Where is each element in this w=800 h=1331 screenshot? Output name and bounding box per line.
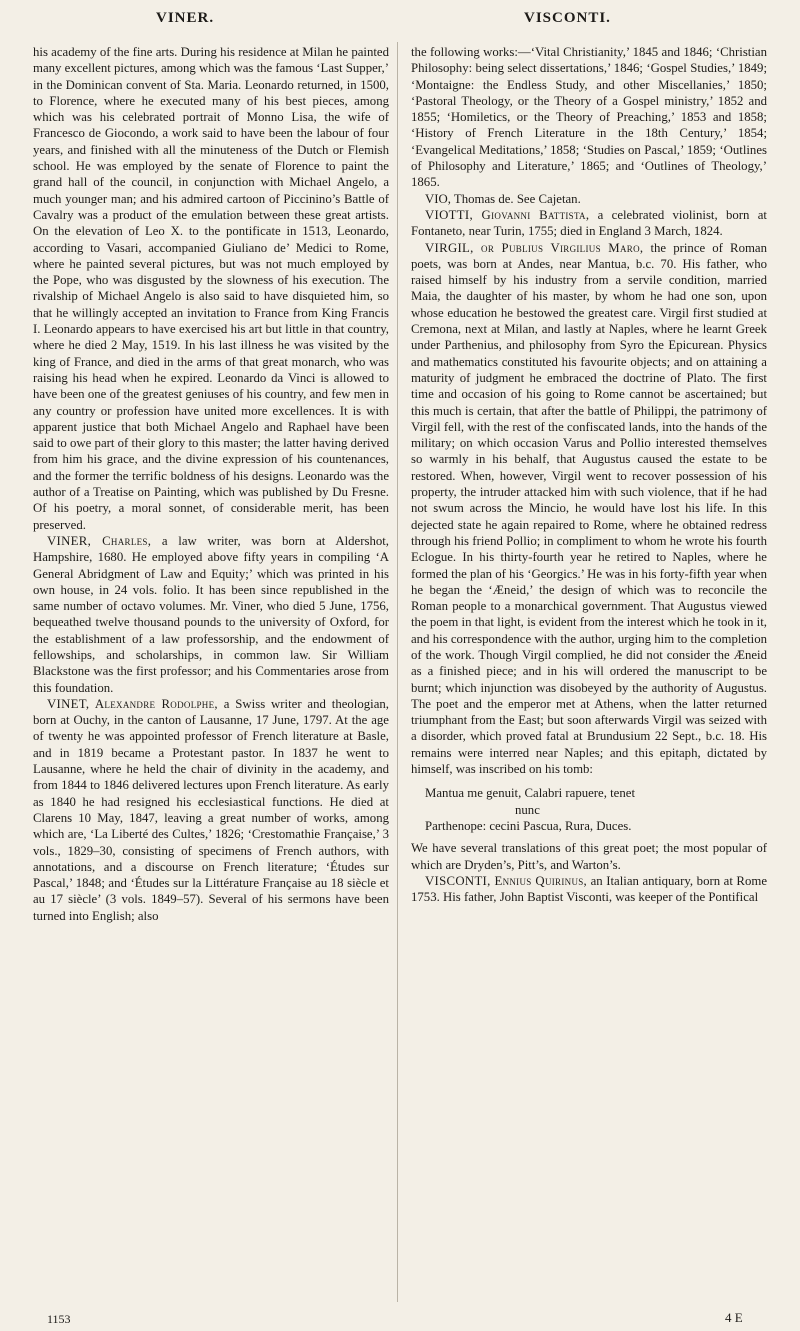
entry-heading: VIRGIL, or Publius Virgilius Maro, xyxy=(425,240,644,255)
right-column xyxy=(411,44,767,905)
leonardo-continuation: his academy of the fine arts. During his residence at Milan he painted many excellent pictures, among which was the famous ‘Last Supper,’ in the Dominican convent of Sta. Maria. Leonardo returned, in 1500, to Florence, where he executed many of his best pieces, among which was his celebrated portrait of Monno Lisa, the wife of Francesco de Giocondo, a work said to have been the labour of four years, and finished with all the minuteness of the Dutch or Flemish school. He was employed by the senate of Florence to paint the grand hall of the council, in conjunction with Michael Angelo, a much younger man; and his admired cartoon of Piccinino’s Battle of Cavalry was a product of the emulation between these great artists. On the elevation of Leo X. to the pontificate in 1513, Leonardo, according to Vasari, accompanied Giuliano de’ Medici to Rome, where he painted several pictures, but was not much employed by the Pope, who was disgusted by the slowness of his execution. The rivalship of Michael Angelo is also said to have disquieted him, so that he willingly accepted an invitation to France from King Francis I. Leonardo appears to have exercised his art but little in that country, where he died 2 May, 1519. In his last illness he was visited by the king of France, and died in the arms of that great monarch, who was raising his head when he expired. Leonardo da Vinci is allowed to have been one of the greatest geniuses of his country, and few men in any country or profession have united more excellences. It is with apparent justice that both Michael Angelo and Raphael have been said to owe part of their glory to this master; the latter having derived from him his grace, and the divine expression of his countenances, and the former the terrific boldness of his designs. Leonardo was the author of a Treatise on Painting, which was published by Du Fresne. Of his poetry, a moral sonnet, of considerable merit, has been preserved. xyxy=(33,45,389,532)
column-rule xyxy=(397,42,398,1302)
translations-paragraph: We have several translations of this great poet; the most popular of which are Dryden’s, Pitt’s, and Warton’s. xyxy=(411,841,767,872)
entry-heading: VINER, Charles, xyxy=(47,533,152,548)
entry-body: an Italian antiquary, born at Rome 1753. His father, John Baptist Visconti, was keeper of the Pontifical xyxy=(411,873,768,905)
verse-line: Mantua me genuit, Calabri rapuere, tenet xyxy=(425,786,635,801)
vinet-continuation: the following works:—‘Vital Christianity,’ 1845 and 1846; ‘Christian Philosophy: being select dissertations,’ 1846; ‘Gospel Studies,’ 1849; ‘Montaigne: the Endless Study, and other Miscellanies,’ 1850; ‘Pastoral Theology, or the Theory of a Gospel ministry,’ 1852 and 1855; ‘Homiletics, or the Theory of Preaching,’ 1853 and 1858; ‘History of French Literature in the 18th Century,’ 1854; ‘Evangelical Meditations,’ 1858; ‘Studies on Pascal,’ 1859; ‘Outlines of Philosophy and Literature,’ 1865; and ‘Outlines of Theology,’ 1865. xyxy=(411,45,767,190)
entry-virgil xyxy=(411,240,767,778)
entry-heading: VISCONTI, Ennius Quirinus, xyxy=(425,873,588,888)
entry-body: a celebrated violinist, born at Fontaneto, near Turin, 1755; died in England 3 March, 1824. xyxy=(411,207,767,239)
epitaph-verse xyxy=(425,785,767,834)
verse-line: nunc xyxy=(515,802,540,817)
page-number: 1153 xyxy=(47,1312,71,1326)
verse-line: Parthenope: cecini Pascua, Rura, Duces. xyxy=(425,818,632,833)
entry-viotti xyxy=(411,207,767,240)
entry-body: a law writer, was born at Aldershot, Hampshire, 1680. He employed above fifty years in compiling ‘A General Abridgment of Law and Equity;’ which was printed in his own house, in 24 vols. folio. It has been since republished in the same number of octavo volumes. Mr. Viner, who died 5 June, 1756, bequeathed twelve thousand pounds to the university of Oxford, for the establishment of a law professorship, and the endowment of fellowships, and scholarships, in common law. Sir William Blackstone was the first professor; and his Commentaries arose from this foundation. xyxy=(33,533,390,695)
entry-heading: VIOTTI, Giovanni Battista, xyxy=(425,207,590,222)
entry-vinet xyxy=(33,696,389,924)
entry-vio: VIO, Thomas de. See Cajetan. xyxy=(425,191,581,206)
running-head-left: VINER. xyxy=(156,10,215,26)
signature-mark: 4 E xyxy=(725,1310,743,1325)
entry-visconti xyxy=(411,873,767,906)
entry-body: the prince of Roman poets, was born at Andes, near Mantua, b.c. 70. His father, who raised himself by his industry from a servile condition, married Maia, the daughter of his master, by whom he had one son, upon whose education he bestowed the greatest care. Virgil first studied at Cremona, next at Milan, and lastly at Naples, where he learnt Greek under Parthenius, and philosophy from Syro the Epicurean. Physics and mathematics constituted his favourite objects; and on attaining a maturity of judgment he embraced the doctrine of Plato. The first time and occasion of his going to Rome cannot be ascertained; but this much is certain, that after the battle of Philippi, the patrimony of Virgil fell, with the rest of the confiscated lands, into the hands of the military; on which occasion Varus and Pollio interested themselves so warmly in his behalf, that Augustus caused the estate to be restored. When, however, Virgil went to recover possession of his property, the intruder attacked him with such violence, that if he had not swum across the Mincio, he would have lost his life. In this dejected state he again repaired to Rome, where he obtained redress through his friend Pollio; in compliment to whom he wrote his fourth Eclogue. In his thirty-fourth year he retired to Naples, where he formed the plan of his ‘Georgics.’ He was in his forty-fifth year when he began the ‘Æneid,’ the design of which was to reconcile the Roman people to a monarchical government. That Augustus viewed the poem in that light, is evident from the interest which he took in it, and his correspondence with the author, urging him to the completion of the work. Though Virgil complied, he did not consider the Æneid as a finished piece; and in his will ordered the manuscript to be burnt; which injunction was disobeyed by the authority of Augustus. The poet and the emperor met at Athens, when the latter returned triumphant from the East; but soon afterwards Virgil was seized with a disorder, which proved fatal at Brundusium 22 Sept., b.c. 18. His remains were interred near Naples; and this epitaph, dictated by himself, was inscribed on his tomb: xyxy=(411,240,768,777)
running-head-right: VISCONTI. xyxy=(524,10,611,26)
entry-heading: VINET, Alexandre Rodolphe, xyxy=(47,696,218,711)
entry-body: a Swiss writer and theologian, born at Ouchy, in the canton of Lausanne, 17 June, 1797. At the age of twenty he was appointed professor of French literature at Basle, and in 1819 became a Protestant pastor. In 1837 he went to Lausanne, where he held the chair of divinity in the academy, and from 1844 to 1846 delivered lectures upon French literature. As early as 1840 he had resigned his ecclesiastical functions. He died at Clarens 10 May, 1847, leaving a great number of works, among which are, ‘La Liberté des Cultes,’ 1826; ‘Crestomathie Française,’ 3 vols., 1829–30, consisting of specimens of French authors, with annotations, and a discourse on French literature; ‘Études sur Pascal,’ 1848; and ‘Études sur la Littérature Française au 18 siècle et au 17 siècle’ (3 vols. 1849–57). Several of his sermons have been turned into English; also xyxy=(33,696,389,923)
entry-viner xyxy=(33,533,389,696)
left-column xyxy=(33,44,389,924)
